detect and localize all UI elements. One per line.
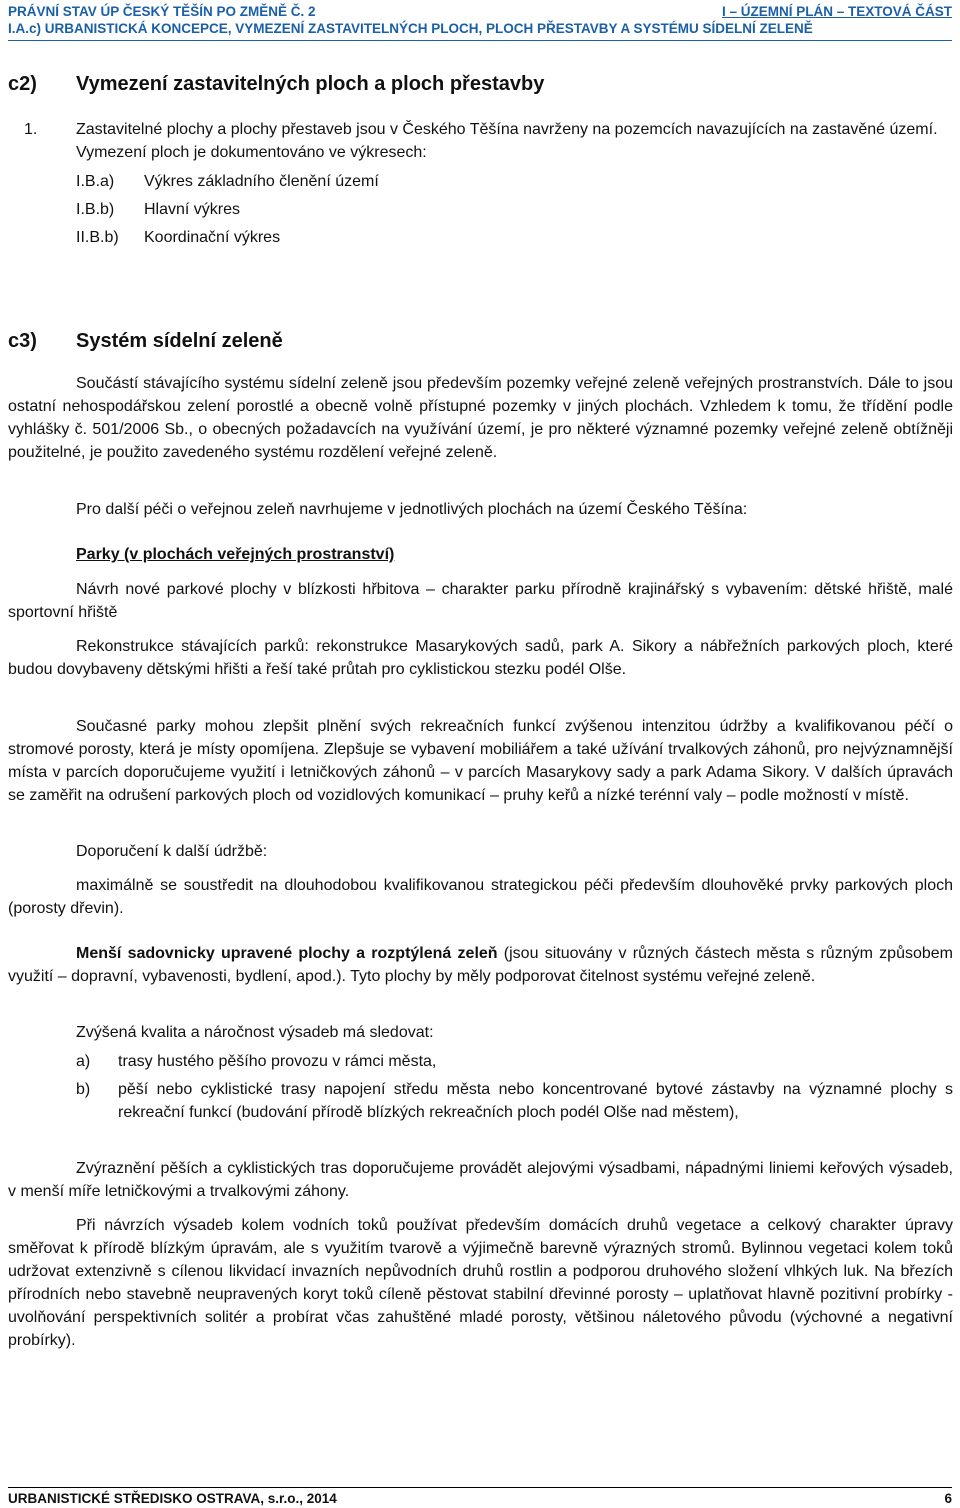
section-number: c2) bbox=[8, 73, 37, 95]
reconstruction-paragraph: Rekonstrukce stávajících parků: rekonstrukce Masarykových sadů, park A. Sikory a nábřežních parkových ploch, které budou dovybaveny dětskými hřišti a řeší také průtah pro cyklistickou stezku podél Olše. bbox=[8, 638, 953, 678]
smaller-plots-paragraph bbox=[8, 942, 953, 988]
drawing-ref bbox=[76, 226, 280, 249]
list-marker: a) bbox=[76, 1053, 91, 1070]
section-number: c3) bbox=[8, 330, 37, 352]
header-row-1 bbox=[8, 3, 952, 20]
list-text: trasy hustého pěšího provozu v rámci města, bbox=[118, 1053, 437, 1070]
header-document-title: PRÁVNÍ STAV ÚP ČESKÝ TĚŠÍN PO ZMĚNĚ Č. 2 bbox=[8, 4, 316, 19]
list-item bbox=[76, 1078, 953, 1124]
header-chapter-title: I.A.c) URBANISTICKÁ KONCEPCE, VYMEZENÍ ZASTAVITELNÝCH PLOCH, PLOCH PŘESTAVBY A SYSTÉMU SÍDELNÍ ZELENĚ bbox=[8, 21, 813, 36]
drawing-ref bbox=[76, 170, 379, 193]
list-item bbox=[76, 1050, 953, 1073]
page-number: 6 bbox=[944, 1491, 952, 1506]
water-plantings-paragraph: Při návrzích výsadeb kolem vodních toků používat především domácích druhů vegetace a celkový charakter úpravy směřovat k přírodě blízkým úpravám, ale s využitím tvarově a výjimečně barevně výrazných stromů. Bylinnou vegetaci kolem toků udržovat extenzivně s cílenou likvidací invazních nepůvodních druhů rostlin a podporou druhového složení vlhkých luk. Na březích přírodních nebo stavebně neupravených koryt toků cíleně pěstovat stabilní dřevinné porosty – uplatňovat hlavně pozitivní probírky - uvolňování perspektivních solitér a probírat včas zahuštěné mladé porosty, většinou náletového původu (výchovné a negativní probírky). bbox=[8, 1217, 953, 1349]
section-title: Systém sídelní zeleně bbox=[76, 330, 283, 352]
drawing-code: II.B.b) bbox=[76, 229, 119, 246]
footer-divider bbox=[8, 1487, 952, 1488]
emphasis-paragraph: Zvýraznění pěších a cyklistických tras doporučujeme provádět alejovými výsadbami, nápadnými liniemi keřových výsadeb, v menší míře letničkovými a trvalkovými záhony. bbox=[8, 1160, 953, 1200]
paragraph-text: Zastavitelné plochy a plochy přestaveb jsou v Českého Těšína navrženy na pozemcích navazujících na zastavěné území. Vymezení ploch je dokumentováno ve výkresech: bbox=[76, 121, 938, 161]
section-heading-c3 bbox=[8, 330, 283, 353]
drawing-ref bbox=[76, 198, 240, 221]
intro-paragraph: Součástí stávajícího systému sídelní zeleně jsou především pozemky veřejné zeleně veřejných prostranstvích. Dále to jsou ostatní nehospodářskou zelení porostlé a obecně volně přístupné pozemky v jiných plochách. Vzhledem k tomu, že třídění podle vyhlášky č. 501/2006 Sb., o obecných požadavcích na využívání území, je pro některé významné pozemky veřejné zeleně obtížněji použitelné, je použito zavedeného systému rozdělení veřejné zeleně. bbox=[8, 375, 953, 461]
current-parks-paragraph: Současné parky mohou zlepšit plnění svých rekreačních funkcí zvýšenou intenzitou údržby a kvalifikovanou péčí o stromové porosty, která je místy opomíjena. Zlepšuje se vybavení mobiliářem a také užívání trvalkových záhonů, pro nejvýznamnější místa v parcích doporučujeme využití i letničkových záhonů – v parcích Masarykovy sady a park Adama Sikory. V dalších úpravách se zaměřit na odrušení parkových ploch od vozidlových komunikací – pruhy keřů a nízké terénní valy – podle možností v místě. bbox=[8, 718, 953, 804]
list-marker: b) bbox=[76, 1081, 91, 1098]
page-header bbox=[8, 3, 952, 37]
header-row-2 bbox=[8, 20, 952, 37]
header-part-title: I – ÚZEMNÍ PLÁN – TEXTOVÁ ČÁST bbox=[721, 4, 952, 19]
section-heading-c2 bbox=[8, 73, 544, 96]
numbered-paragraph bbox=[8, 118, 953, 164]
page-footer bbox=[8, 1491, 952, 1506]
drawing-code: I.B.b) bbox=[76, 201, 115, 218]
smaller-plots-text: (jsou situovány v různých částech města s různým způsobem využití – dopravní, vybavenosti, bydlení, apod.). Tyto plochy by měly podporovat čitelnost systému veřejné zeleně. bbox=[8, 945, 953, 985]
footer-company: URBANISTICKÉ STŘEDISKO OSTRAVA, s.r.o., 2014 bbox=[8, 1491, 337, 1506]
quality-paragraph: Zvýšená kvalita a náročnost výsadeb má sledovat: bbox=[76, 1024, 434, 1041]
list-text: pěší nebo cyklistické trasy napojení středu města nebo koncentrované bytové zástavby na významné plochy s rekreační funkcí (budování přírodě blízkých rekreačních ploch podél Olše nad městem), bbox=[118, 1081, 953, 1121]
care-intro-paragraph: Pro další péči o veřejnou zeleň navrhujeme v jednotlivých plochách na území Českého Těšína: bbox=[76, 501, 748, 518]
drawing-label: Koordinační výkres bbox=[144, 229, 281, 246]
maintenance-paragraph: maximálně se soustředit na dlouhodobou kvalifikovanou strategickou péči především dlouhověké prvky parkových ploch (porosty dřevin). bbox=[8, 877, 953, 917]
drawing-label: Hlavní výkres bbox=[144, 201, 241, 218]
header-divider bbox=[8, 40, 952, 41]
maintenance-label: Doporučení k další údržbě: bbox=[76, 843, 268, 860]
section-title: Vymezení zastavitelných ploch a ploch přestavby bbox=[76, 73, 545, 95]
drawing-label: Výkres základního členění území bbox=[144, 173, 379, 190]
smaller-plots-bold: Menší sadovnicky upravené plochy a rozptýlená zeleň bbox=[76, 945, 498, 962]
new-park-paragraph: Návrh nové parkové plochy v blízkosti hřbitova – charakter parku přírodně krajinářský s vybavením: dětské hřiště, malé sportovní hřiště bbox=[8, 581, 953, 621]
paragraph-number: 1. bbox=[24, 121, 38, 138]
drawing-code: I.B.a) bbox=[76, 173, 115, 190]
parks-heading: Parky (v plochách veřejných prostranství) bbox=[76, 546, 395, 563]
